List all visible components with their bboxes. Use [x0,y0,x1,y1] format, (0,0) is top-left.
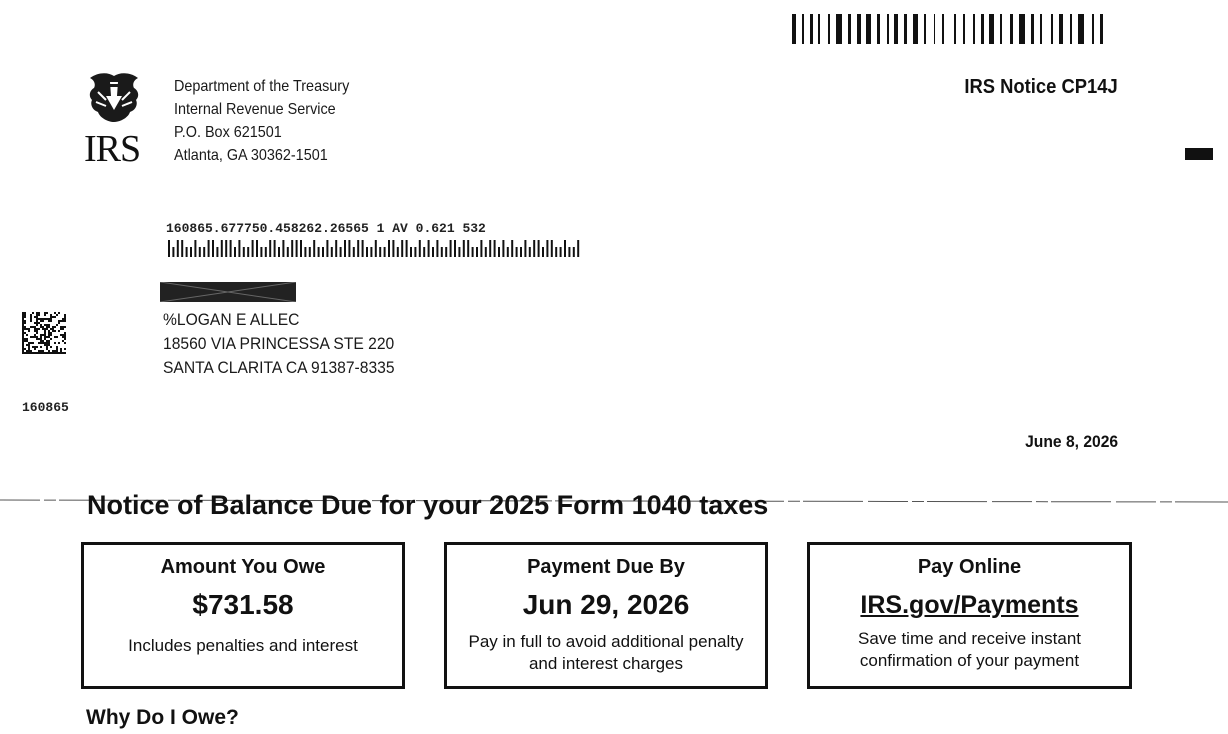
top-barcode [792,14,1184,44]
sender-line: Internal Revenue Service [174,101,336,118]
postnet-bar [480,240,482,257]
barcode-bar [818,14,820,44]
postnet-bar [296,240,298,257]
postnet-bar [450,240,452,257]
postnet-bar [419,240,421,257]
postal-barcode [168,238,588,258]
barcode-bar [828,14,830,44]
postnet-bar [551,240,553,257]
postnet-bar [186,247,188,257]
box-heading: Pay Online [917,556,1022,578]
postnet-bar [216,247,218,257]
postnet-bar [348,240,350,257]
barcode-bar [1040,14,1042,44]
postnet-bar [269,240,271,257]
barcode-bar [848,14,851,44]
barcode-bar [954,14,956,44]
barcode-bar [1100,14,1103,44]
postnet-bar [353,247,355,257]
postnet-bar [230,240,232,257]
side-code: 160865 [22,400,69,415]
postnet-bar [410,247,412,257]
barcode-bar [989,14,994,44]
postnet-bar [494,240,496,257]
postnet-bar [379,247,381,257]
barcode-bar [1000,14,1002,44]
postnet-bar [300,240,302,257]
postnet-bar [274,240,276,257]
postnet-bar [313,240,315,257]
postnet-bar [401,240,403,257]
eagle-icon [84,70,144,124]
barcode-bar [942,14,944,44]
postnet-bar [335,240,337,257]
postnet-bar [172,247,174,257]
pay-online-box [807,542,1132,689]
notice-date: June 8, 2026 [1024,432,1118,451]
barcode-bar [1051,14,1053,44]
postnet-bar [414,247,416,257]
box-note: Pay in full to avoid additional penalty and interest charges [468,632,744,673]
amount-owed-box [81,542,405,689]
postnet-bar [291,240,293,257]
postnet-bar [340,247,342,257]
barcode-bar [934,14,935,44]
postnet-bar [445,247,447,257]
recipient-line: %LOGAN E ALLEC [163,310,300,329]
postnet-bar [304,247,306,257]
postnet-bar [428,240,430,257]
recipient-line: 18560 VIA PRINCESSA STE 220 [163,334,395,353]
postnet-bar [309,247,311,257]
postnet-bar [516,247,518,257]
postnet-bar [282,240,284,257]
postnet-bar [234,247,236,257]
postnet-bar [423,247,425,257]
barcode-bar [1031,14,1034,44]
postnet-bar [577,240,579,257]
postnet-bar [208,240,210,257]
postnet-bar [507,247,509,257]
postnet-bar [243,247,245,257]
irs-logo [84,70,148,170]
barcode-bar [1078,14,1084,44]
barcode-bar [866,14,871,44]
postnet-bar [467,240,469,257]
postnet-bar [225,240,227,257]
postnet-bar [568,247,570,257]
registration-mark [1185,148,1213,160]
postnet-bar [555,247,557,257]
sender-line: Atlanta, GA 30362-1501 [174,147,328,164]
postnet-bar [247,247,249,257]
postnet-bar [529,247,531,257]
payment-due-box [444,542,768,689]
barcode-bar [973,14,975,44]
pay-online-link[interactable]: IRS.gov/Payments [860,591,1079,619]
barcode-bar [1010,14,1013,44]
postnet-bar [476,247,478,257]
postnet-bar [326,240,328,257]
postnet-bar [256,240,258,257]
barcode-bar [802,14,804,44]
sender-address [174,75,349,167]
barcode-bar [792,14,796,44]
postnet-bar [221,240,223,257]
postnet-bar [406,240,408,257]
postnet-bar [203,247,205,257]
postnet-bar [502,240,504,257]
postnet-bar [181,240,183,257]
datamatrix-code [22,312,66,354]
postnet-bar [485,247,487,257]
postnet-bar [520,247,522,257]
recipient-address [163,308,395,380]
barcode-bar [981,14,984,44]
postnet-bar [432,247,434,257]
postnet-bar [370,247,372,257]
postnet-bar [252,240,254,257]
barcode-bar [1070,14,1072,44]
postnet-bar [397,247,399,257]
postnet-bar [212,240,214,257]
postnet-bar [357,240,359,257]
postnet-bar [331,247,333,257]
postnet-bar [454,240,456,257]
postnet-bar [573,247,575,257]
box-note: Includes penalties and interest [128,636,358,655]
postnet-bar [194,240,196,257]
postnet-bar [375,240,377,257]
barcode-bar [924,14,926,44]
barcode-bar [1092,14,1094,44]
barcode-bar [857,14,861,44]
sender-line: P.O. Box 621501 [174,124,282,141]
postnet-bar [190,247,192,257]
notice-title: Notice of Balance Due for your 2025 Form 1040 taxes [87,490,769,520]
postnet-bar [344,240,346,257]
redacted-name [160,282,296,302]
barcode-bar [887,14,889,44]
recipient-line: SANTA CLARITA CA 91387-8335 [163,358,395,377]
mailing-code: 160865.677750.458262.26565 1 AV 0.621 532 [166,221,486,236]
barcode-bar [894,14,898,44]
notice-id: IRS Notice CP14J [964,76,1118,98]
section-heading: Why Do I Owe? [86,706,239,729]
barcode-bar [877,14,880,44]
postnet-bar [511,240,513,257]
postnet-bar [322,247,324,257]
barcode-bar [904,14,907,44]
postnet-bar [362,240,364,257]
barcode-bar [963,14,965,44]
postnet-bar [524,240,526,257]
postnet-bar [538,240,540,257]
box-heading: Payment Due By [527,556,685,578]
barcode-bar [836,14,842,44]
postnet-bar [388,240,390,257]
postnet-bar [199,247,201,257]
postnet-bar [265,247,267,257]
due-date-value: Jun 29, 2026 [522,589,690,620]
postnet-bar [436,240,438,257]
barcode-bar [1019,14,1025,44]
postnet-bar [463,240,465,257]
postnet-bar [238,240,240,257]
postnet-bar [392,240,394,257]
postnet-bar [287,247,289,257]
postnet-bar [564,240,566,257]
irs-wordmark: IRS [84,128,141,170]
amount-owed-value: $731.58 [192,589,294,620]
postnet-bar [318,247,320,257]
box-note: Save time and receive instant confirmation of your payment [857,629,1081,670]
barcode-bar [913,14,918,44]
box-heading: Amount You Owe [160,556,326,578]
postnet-bar [533,240,535,257]
postnet-bar [177,240,179,257]
postnet-bar [458,247,460,257]
postnet-bar [472,247,474,257]
postnet-bar [498,247,500,257]
postnet-bar [384,247,386,257]
postnet-bar [489,240,491,257]
postnet-bar [441,247,443,257]
sender-line: Department of the Treasury [174,78,350,95]
postnet-bar [560,247,562,257]
postnet-bar [546,240,548,257]
postnet-bar [366,247,368,257]
postnet-bar [260,247,262,257]
postnet-bar [278,247,280,257]
postnet-bar [168,240,170,257]
barcode-bar [1059,14,1063,44]
postnet-bar [542,247,544,257]
barcode-bar [810,14,813,44]
